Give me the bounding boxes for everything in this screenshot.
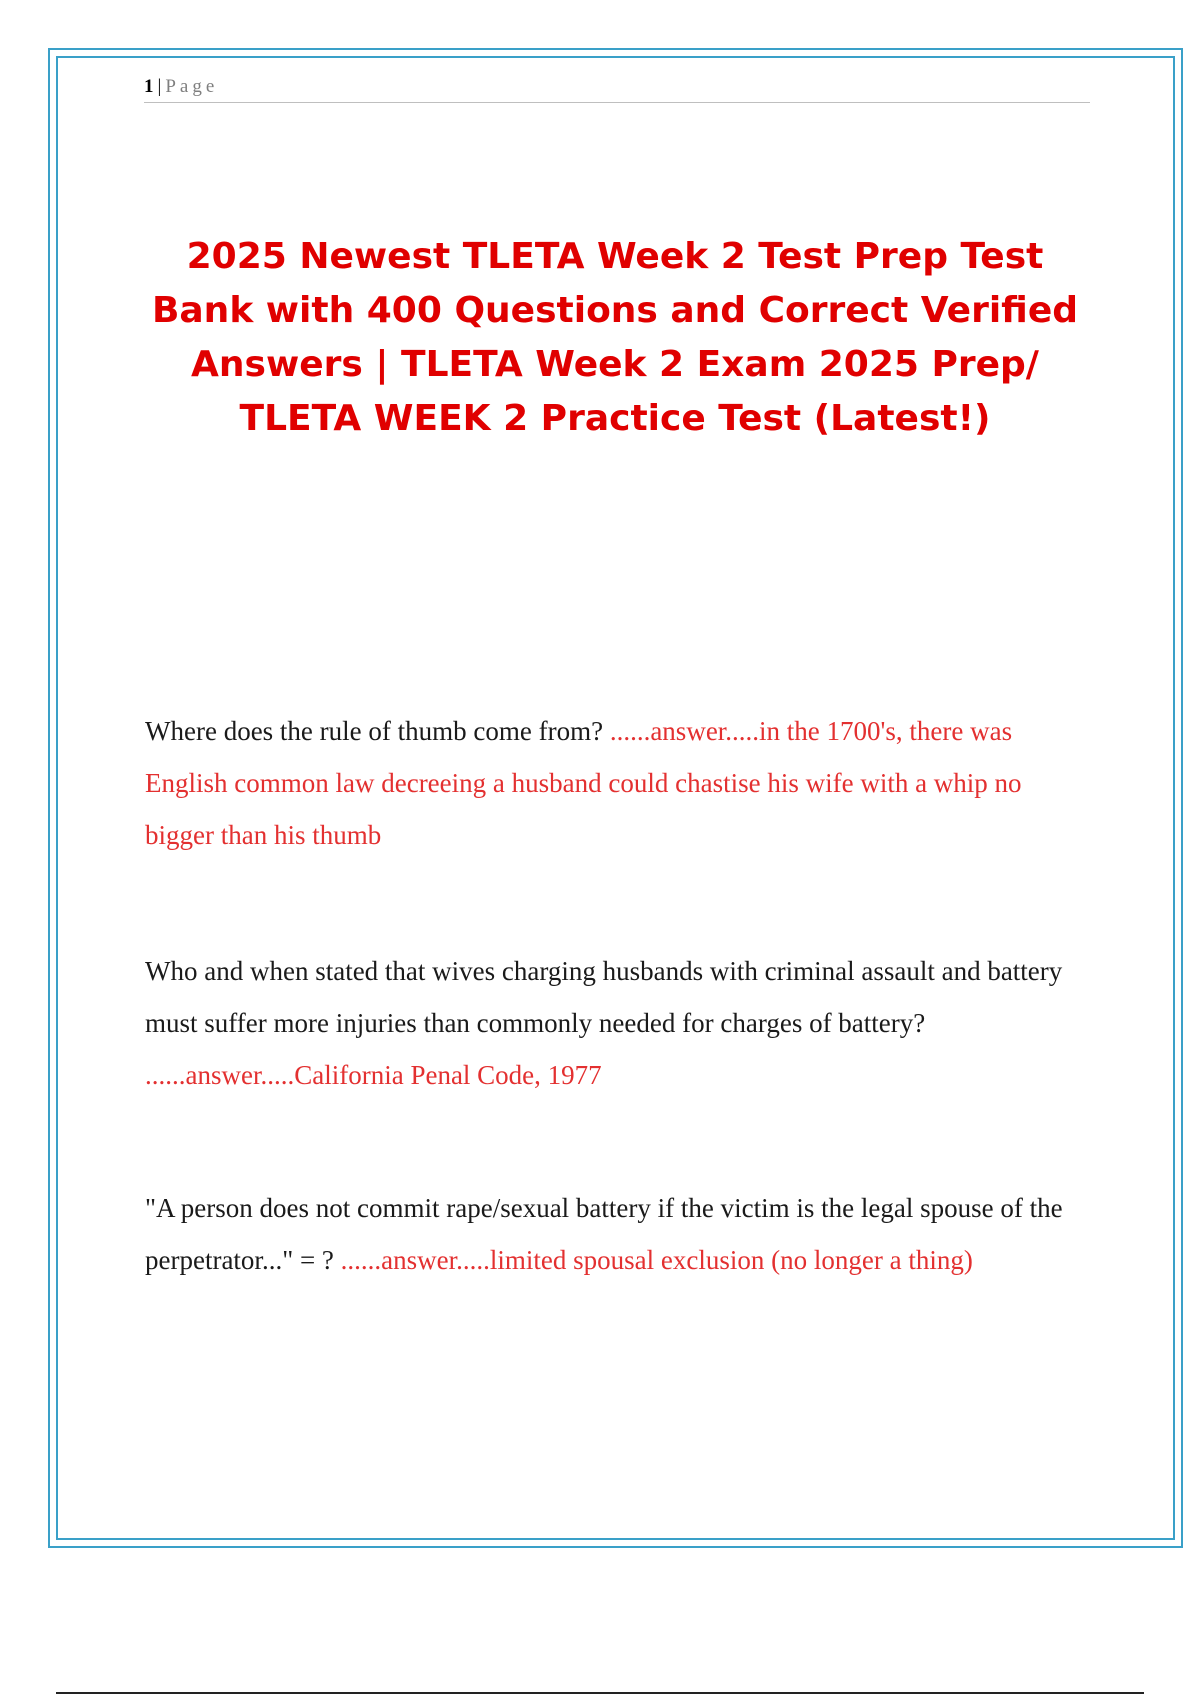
question-text: Where does the rule of thumb come from?	[145, 716, 604, 746]
qa-item-3	[145, 1182, 1085, 1286]
page-header-separator: |	[157, 76, 162, 97]
answer-text: ......answer.....California Penal Code, 1977	[145, 1060, 602, 1090]
page-number: 1	[144, 76, 154, 97]
page-header	[144, 72, 1090, 103]
question-text: "A person does not commit rape/sexual battery if the victim is the legal spouse of the perpetrator..." = ?	[145, 1193, 1063, 1275]
answer-text: ......answer.....limited spousal exclusion (no longer a thing)	[340, 1245, 973, 1275]
qa-item-1	[145, 705, 1085, 861]
qa-item-2	[145, 945, 1085, 1101]
footer-divider	[56, 1692, 1144, 1694]
page-label: Page	[165, 76, 219, 97]
question-text: Who and when stated that wives charging husbands with criminal assault and battery must suffer more injuries than commonly needed for charges of battery?	[145, 956, 1063, 1038]
answer-text: ......answer.....in the 1700's, there was English common law decreeing a husband could chastise his wife with a whip no bigger than his thumb	[145, 716, 1022, 850]
document-title: 2025 Newest TLETA Week 2 Test Prep Test Bank with 400 Questions and Correct Verified Answers | TLETA Week 2 Exam 2025 Prep/ TLETA WEEK 2 Practice Test (Latest!)	[151, 236, 1079, 439]
